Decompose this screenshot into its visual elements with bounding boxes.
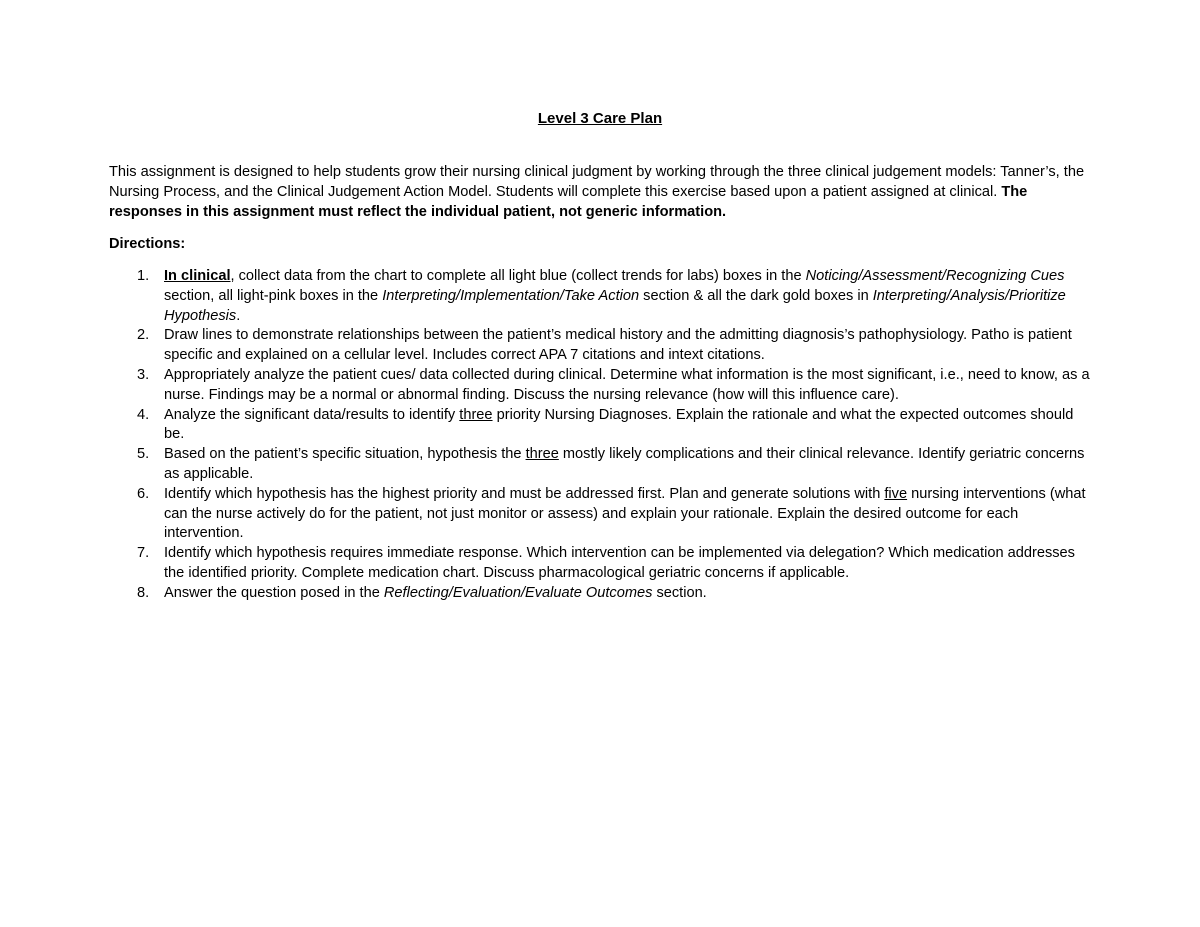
direction-text: mostly likely complications and their clinical relevance. Identify geriatric concerns as applicable. — [164, 446, 1085, 482]
direction-number: 2. — [137, 327, 150, 344]
direction-text: Draw lines to demonstrate relationships between the patient’s medical history and the admitting diagnosis’s pathophysiology. Patho is patient specific and explained on a cellular level. Includes correct APA 7 citations and intext citations. — [164, 327, 1072, 364]
direction-number: 7. — [137, 545, 150, 562]
direction-number: 5. — [137, 446, 150, 463]
direction-text: section. — [652, 584, 707, 601]
document-title: Level 3 Care Plan — [537, 110, 663, 127]
intro-paragraph — [109, 163, 1094, 222]
direction-text: priority Nursing Diagnoses. Explain the rationale and what the expected outcomes should be. — [164, 406, 1074, 443]
direction-item-7 — [109, 544, 1094, 584]
direction-text: Answer the question posed in the — [164, 584, 384, 601]
direction-number: 1. — [137, 268, 150, 284]
direction-number: 6. — [137, 485, 150, 502]
direction-item-8 — [109, 584, 1094, 604]
direction-text: nursing interventions (what can the nurse actively do for the patient, not just monitor or assess) and explain your rationale. Explain the desired outcome for each intervention. — [164, 485, 1086, 542]
direction-item-3 — [109, 366, 1094, 406]
direction-number: 4. — [137, 406, 150, 423]
direction-text: Based on the patient’s specific situation, hypothesis the — [164, 446, 526, 463]
intro-bold-text: The responses in this assignment must reflect the individual patient, not generic information. — [109, 183, 1028, 220]
direction-italic-text: Reflecting/Evaluation/Evaluate Outcomes — [383, 584, 653, 601]
direction-item-5 — [109, 445, 1094, 485]
direction-text: Identify which hypothesis requires immediate response. Which intervention can be implemented via delegation? Which medication addresses the identified priority. Complete medication chart. Discuss pharmacological geriatric concerns if applicable. — [164, 545, 1075, 581]
direction-text: section, all light-pink boxes in the — [164, 287, 383, 304]
directions-list — [109, 267, 1094, 604]
direction-text: . — [236, 307, 241, 324]
direction-number: 8. — [137, 584, 150, 601]
direction-underlined-text: five — [884, 485, 908, 502]
intro-text: This assignment is designed to help students grow their nursing clinical judgment by working through the three clinical judgement models: Tanner’s, the Nursing Process, and the Clinical Judgement Action Model. Students will complete this exercise based upon a patient assigned at clinical. — [109, 164, 1085, 200]
direction-number: 3. — [137, 366, 150, 383]
direction-underlined-text: three — [525, 446, 559, 463]
direction-item-6 — [109, 485, 1094, 544]
direction-text: Identify which hypothesis has the highest priority and must be addressed first. Plan and generate solutions with — [164, 485, 885, 502]
direction-item-2 — [109, 326, 1094, 366]
direction-text: section & all the dark gold boxes in — [639, 287, 873, 304]
direction-text: Analyze the significant data/results to identify — [164, 406, 460, 423]
direction-item-1 — [109, 267, 1094, 326]
direction-lead-text: In clinical — [164, 268, 231, 284]
direction-italic-text: Interpreting/Analysis/Prioritize Hypothesis — [164, 287, 1066, 324]
direction-text: Appropriately analyze the patient cues/ data collected during clinical. Determine what information is the most significant, i.e., need to know, as a nurse. Findings may be a normal or abnormal finding. Discuss the nursing relevance (how will this influence care). — [164, 366, 1090, 403]
direction-underlined-text: three — [459, 406, 493, 423]
direction-italic-text: Noticing/Assessment/Recognizing Cues — [805, 268, 1065, 284]
direction-italic-text: Interpreting/Implementation/Take Action — [382, 287, 640, 304]
directions-heading: Directions: — [109, 236, 186, 252]
direction-text: , collect data from the chart to complete all light blue (collect trends for labs) boxes in the — [230, 268, 806, 284]
direction-item-4 — [109, 406, 1094, 446]
